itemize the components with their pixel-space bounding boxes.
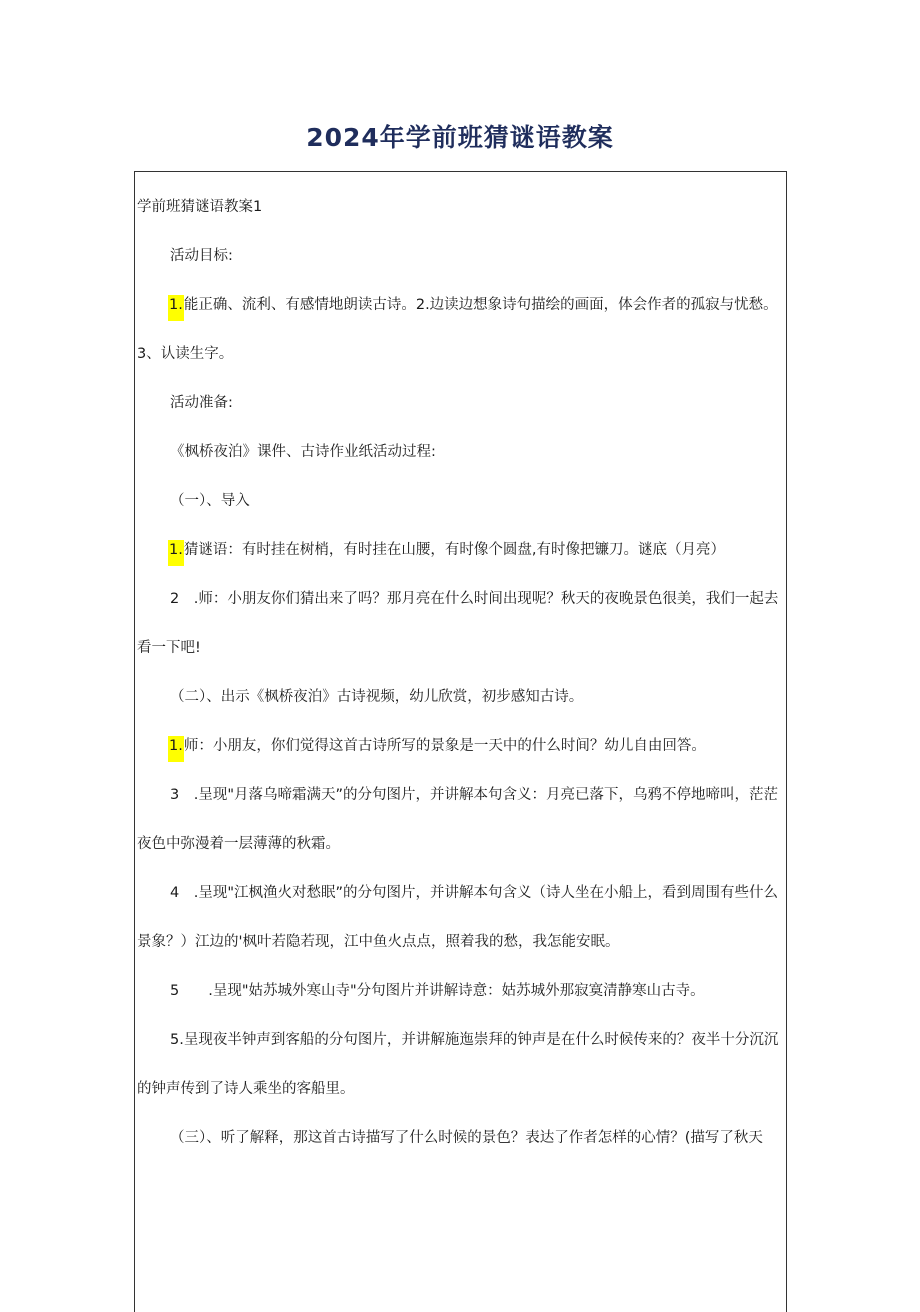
paragraph-riddle xyxy=(168,540,725,560)
paragraph-prep-heading: 活动准备: xyxy=(170,395,233,411)
paragraph-video-heading: （二）、出示《枫桥夜泊》古诗视频，幼儿欣赏，初步感知古诗。 xyxy=(170,689,584,705)
paragraph-goal-3: 3、认读生字。 xyxy=(137,346,234,362)
paragraph-text: 猜谜语：有时挂在树梢，有时挂在山腰，有时像个圆盘,有时像把镰刀。谜底（月亮） xyxy=(183,542,725,558)
paragraph-goal-1 xyxy=(168,295,778,315)
paragraph-step-5b-cont: 的钟声传到了诗人乘坐的客船里。 xyxy=(137,1081,355,1097)
paragraph-step-4: 4 .呈现"江枫渔火对愁眠”的分句图片，并讲解本句含义（诗人坐在小船上，看到周围有些什么 xyxy=(170,885,779,901)
section-title: 学前班猜谜语教案1 xyxy=(137,199,263,215)
paragraph-step-4-cont: 景象？）江边的'枫叶若隐若现，江中鱼火点点，照着我的愁，我怎能安眠。 xyxy=(137,934,620,950)
page-title: 2024年学前班猜谜语教案 xyxy=(306,123,614,152)
highlight-number: 1. xyxy=(168,540,184,566)
highlight-number: 1. xyxy=(168,295,184,321)
paragraph-intro-heading: （一）、导入 xyxy=(170,493,250,509)
paragraph-step-2: 2 .师：小朋友你们猜出来了吗？那月亮在什么时间出现呢？秋天的夜晚景色很美，我们一起去 xyxy=(170,591,779,607)
paragraph-step-2-cont: 看一下吧! xyxy=(137,640,201,656)
paragraph-goals-heading: 活动目标: xyxy=(170,248,233,264)
paragraph-teacher-question xyxy=(168,736,706,756)
paragraph-text: 能正确、流利、有感情地朗读古诗。2.边读边想象诗句描绘的画面，体会作者的孤寂与忧愁。 xyxy=(183,297,778,313)
paragraph-step-3-cont: 夜色中弥漫着一层薄薄的秋霜。 xyxy=(137,836,340,852)
paragraph-step-5b: 5.呈现夜半钟声到客船的分句图片，并讲解施迤崇拜的钟声是在什么时候传来的？夜半十分沉沉 xyxy=(170,1032,779,1048)
paragraph-step-5a: 5 .呈现"姑苏城外寒山寺"分句图片并讲解诗意：姑苏城外那寂寞清静寒山古寺。 xyxy=(170,983,705,999)
paragraph-section-3: （三）、听了解释，那这首古诗描写了什么时候的景色？表达了作者怎样的心情？(描写了秋天 xyxy=(170,1130,763,1146)
paragraph-step-3: 3 .呈现"月落乌啼霜满天”的分句图片，并讲解本句含义：月亮已落下，乌鸦不停地啼叫，茫茫 xyxy=(170,787,779,803)
paragraph-text: 师：小朋友，你们觉得这首古诗所写的景象是一天中的什么时间？幼儿自由回答。 xyxy=(183,738,706,754)
paragraph-prep-materials: 《枫桥夜泊》课件、古诗作业纸活动过程: xyxy=(170,444,436,460)
highlight-number: 1. xyxy=(168,736,184,762)
